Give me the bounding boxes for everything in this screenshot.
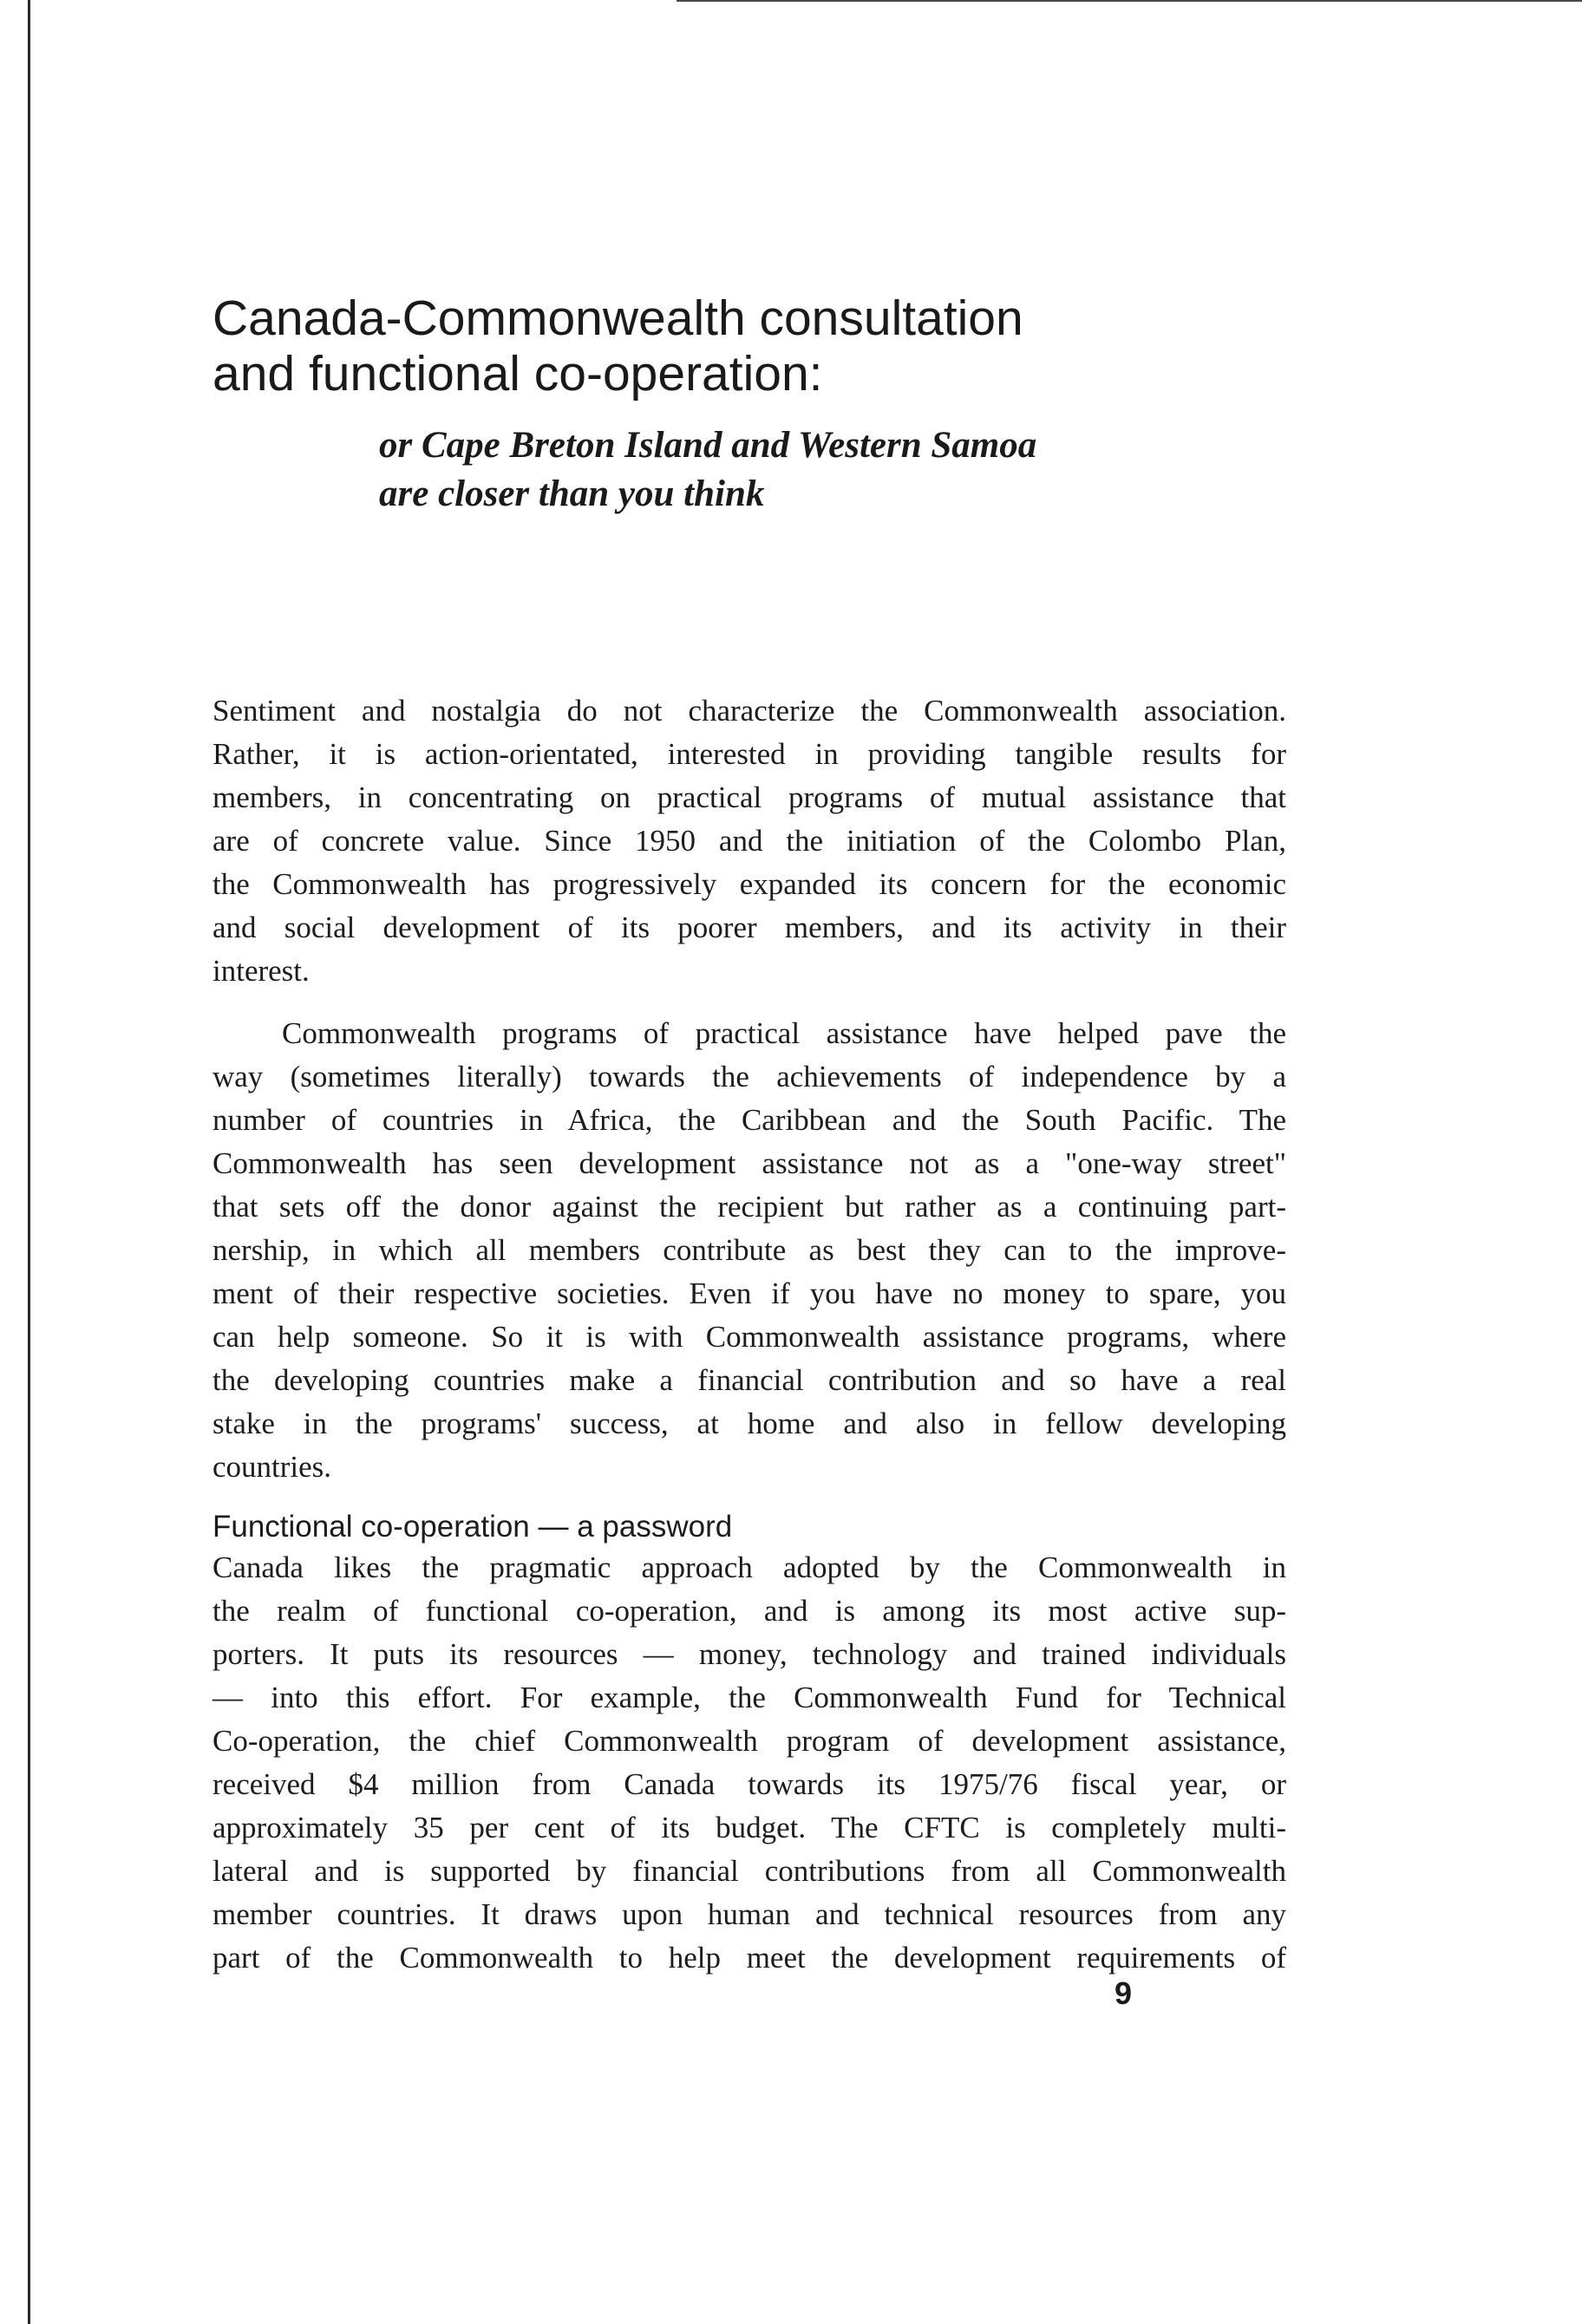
text-line: are of concrete value. Since 1950 and the initiation of the Colombo Plan, <box>212 824 1286 858</box>
text-line: Co-operation, the chief Commonwealth program of development assistance, <box>212 1724 1286 1758</box>
paragraph-1 <box>212 689 1286 993</box>
text-line: Commonwealth programs of practical assistance have helped pave the <box>282 1016 1286 1050</box>
paragraph-2 <box>212 1012 1286 1489</box>
text-line: — into this effort. For example, the Commonwealth Fund for Technical <box>212 1681 1286 1714</box>
text-line: Rather, it is action-orientated, interested in providing tangible results for <box>212 737 1286 771</box>
text-line: the realm of functional co-operation, and is among its most active sup- <box>212 1594 1286 1628</box>
text-line: countries. <box>212 1450 332 1484</box>
text-line: way (sometimes literally) towards the achievements of independence by a <box>212 1060 1286 1093</box>
page-number: 9 <box>1115 1975 1133 2011</box>
text-line: received $4 million from Canada towards its 1975/76 fiscal year, or <box>212 1767 1286 1801</box>
text-line: lateral and is supported by financial contributions from all Commonwealth <box>212 1854 1286 1888</box>
text-line: porters. It puts its resources — money, technology and trained individuals <box>212 1637 1286 1671</box>
text-line: that sets off the donor against the recipient but rather as a continuing part- <box>212 1190 1286 1224</box>
text-line: Sentiment and nostalgia do not characterize the Commonwealth association. <box>212 694 1286 728</box>
page-subtitle <box>379 421 1420 519</box>
binding-edge-rule <box>28 0 30 2324</box>
text-line: and social development of its poorer members, and its activity in their <box>212 911 1286 944</box>
top-edge-rule <box>677 0 1582 2</box>
text-line: approximately 35 per cent of its budget. The CFTC is completely multi- <box>212 1811 1286 1844</box>
title-line-2: and functional co-operation: <box>212 346 823 401</box>
text-line: part of the Commonwealth to help meet the development requirements of <box>212 1941 1286 1975</box>
text-line: member countries. It draws upon human and technical resources from any <box>212 1897 1286 1931</box>
text-line: can help someone. So it is with Commonwealth assistance programs, where <box>212 1320 1286 1354</box>
subtitle-line-1: or Cape Breton Island and Western Samoa <box>379 425 1037 466</box>
section-heading: Functional co-operation — a password <box>212 1510 733 1544</box>
text-line: Commonwealth has seen development assistance not as a "one-way street" <box>212 1146 1286 1180</box>
text-line: Canada likes the pragmatic approach adopted by the Commonwealth in <box>212 1550 1286 1584</box>
paragraph-3 <box>212 1546 1286 1980</box>
text-line: nership, in which all members contribute as best they can to the improve- <box>212 1233 1286 1267</box>
text-line: ment of their respective societies. Even if you have no money to spare, you <box>212 1276 1286 1310</box>
body-text <box>212 689 1286 1980</box>
text-line: the developing countries make a financial contribution and so have a real <box>212 1363 1286 1397</box>
title-line-1: Canada-Commonwealth consultation <box>212 290 1023 346</box>
text-line: the Commonwealth has progressively expanded its concern for the economic <box>212 867 1286 901</box>
text-line: interest. <box>212 954 310 988</box>
text-line: members, in concentrating on practical programs of mutual assistance that <box>212 780 1286 814</box>
text-line: number of countries in Africa, the Caribbean and the South Pacific. The <box>212 1103 1286 1137</box>
subtitle-line-2: are closer than you think <box>379 473 765 514</box>
page-title <box>212 290 1427 401</box>
text-line: stake in the programs' success, at home and also in fellow developing <box>212 1407 1286 1440</box>
